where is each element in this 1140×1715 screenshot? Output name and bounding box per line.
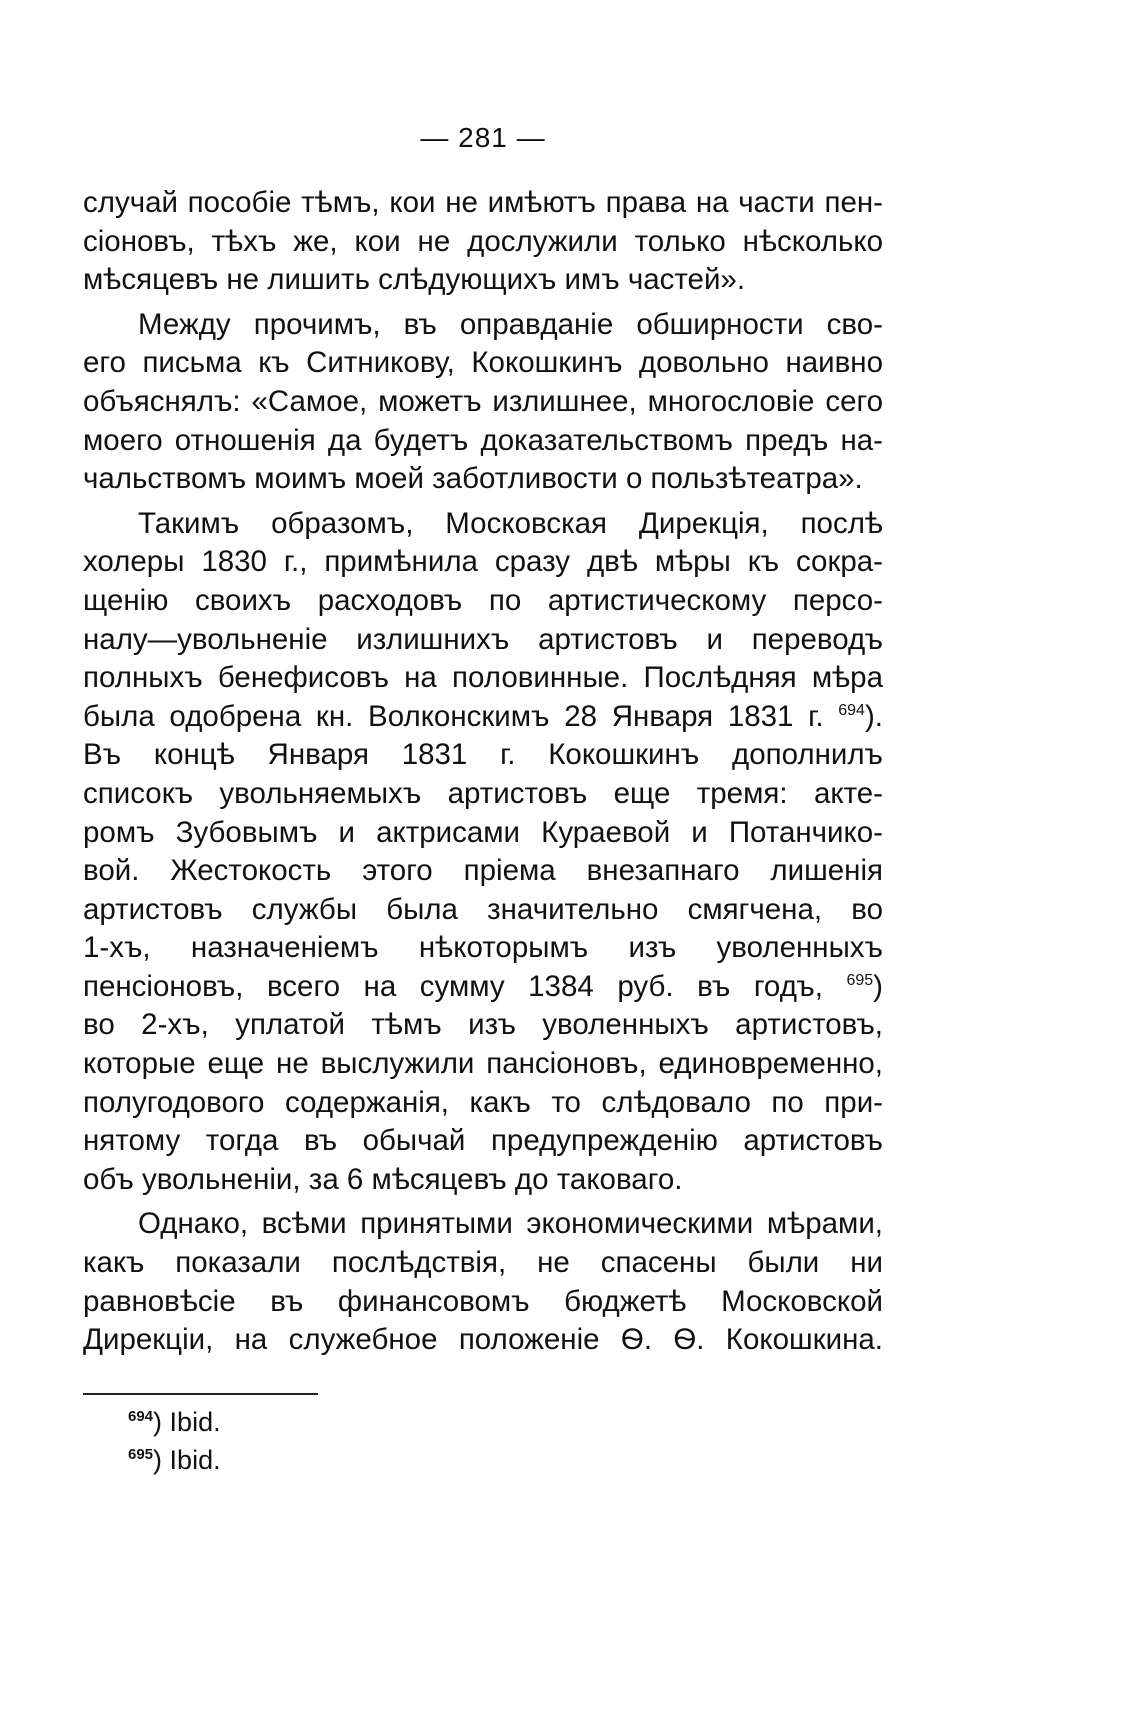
- text-line: полугодового содержанія, какъ то слѣдовало по при-: [83, 1085, 883, 1119]
- text-line: Такимъ образомъ, Московская Дирекція, послѣ: [138, 506, 883, 540]
- text-line: Однако, всѣми принятыми экономическими мѣрами,: [138, 1207, 883, 1241]
- book-page: [83, 0, 883, 1715]
- text-line: Въ концѣ Января 1831 г. Кокошкинъ дополнилъ: [83, 738, 883, 772]
- footnote-divider: [83, 1393, 318, 1395]
- text-line: нятому тогда въ обычай предупрежденію артистовъ: [83, 1124, 883, 1158]
- text-line-with-ref: [83, 698, 883, 737]
- text-segment: была одобрена кн. Волконскимъ 28 Января 1831 г.: [83, 699, 824, 733]
- text-segment: пенсіоновъ, всего на сумму 1384 руб. въ годъ,: [83, 969, 823, 1003]
- footnote-695: [128, 1441, 221, 1479]
- text-line: щенію своихъ расходовъ по артистическому персо-: [83, 583, 883, 617]
- text-line: которые еще не выслужили пансіоновъ, единовременно,: [83, 1047, 883, 1081]
- text-line: случай пособіе тѣмъ, кои не имѣютъ права на части пен-: [83, 186, 883, 219]
- text-line: 1-хъ, назначеніемъ нѣкоторымъ изъ уволенныхъ: [83, 931, 883, 965]
- footnote-ref-close: ): [873, 969, 883, 1003]
- footnote-text: Ibid.: [169, 1407, 221, 1437]
- footnote-bracket: ): [153, 1407, 163, 1437]
- text-line: списокъ увольняемыхъ артистовъ еще тремя: акте-: [83, 776, 883, 810]
- text-line: чальствомъ моимъ моей заботливости о пользѣтеатра».: [83, 462, 863, 496]
- text-line-with-ref: [83, 968, 883, 1007]
- body-text: [83, 184, 883, 1360]
- text-line: полныхъ бенефисовъ на половинные. Послѣдняя мѣра: [83, 661, 883, 695]
- footnote-text: Ibid.: [169, 1445, 221, 1475]
- text-line: его письма къ Ситникову, Кокошкинъ довольно наивно: [83, 346, 883, 380]
- text-line: мѣсяцевъ не лишить слѣдующихъ имъ частей».: [83, 263, 746, 297]
- text-line: Между прочимъ, въ оправданіе обширности сво-: [138, 307, 883, 341]
- text-line: вой. Жестокость этого пріема внезапнаго лишенія: [83, 854, 883, 888]
- text-line: сіоновъ, тѣхъ же, кои не дослужили только нѣсколько: [83, 224, 883, 258]
- text-line: холеры 1830 г., примѣнила сразу двѣ мѣры къ сокра-: [83, 545, 883, 579]
- text-line: какъ показали послѣдствія, не спасены были ни: [83, 1246, 883, 1280]
- footnote-ref-695: 695: [846, 972, 874, 990]
- text-line: моего отношенія да будетъ доказательствомъ предъ на-: [83, 423, 883, 457]
- text-line: Дирекціи, на служебное положеніе Ѳ. Ѳ. Кокошкина.: [83, 1323, 883, 1357]
- text-line: ромъ Зубовымъ и актрисами Кураевой и Потанчико-: [83, 815, 883, 849]
- footnote-ref-694: 694: [838, 701, 865, 719]
- footnote-694: [128, 1403, 221, 1441]
- text-line: равновѣсіе въ финансовомъ бюджетѣ Московской: [83, 1284, 883, 1318]
- footnote-ref-close: ).: [864, 699, 883, 733]
- footnote-number: 694: [128, 1408, 154, 1425]
- footnote-number: 695: [128, 1446, 154, 1463]
- text-line: во 2-хъ, уплатой тѣмъ изъ уволенныхъ артистовъ,: [83, 1008, 883, 1042]
- footnote-bracket: ): [153, 1445, 163, 1475]
- text-line: артистовъ службы была значительно смягчена, во: [83, 892, 883, 926]
- page-number: — 281 —: [420, 122, 546, 153]
- text-line: объ увольненіи, за 6 мѣсяцевъ до таковаго.: [83, 1162, 683, 1196]
- footnotes: [128, 1403, 221, 1479]
- text-line: объяснялъ: «Самое, можетъ излишнее, многословіе сего: [83, 384, 883, 418]
- text-line: налу—увольненіе излишнихъ артистовъ и переводъ: [83, 622, 883, 656]
